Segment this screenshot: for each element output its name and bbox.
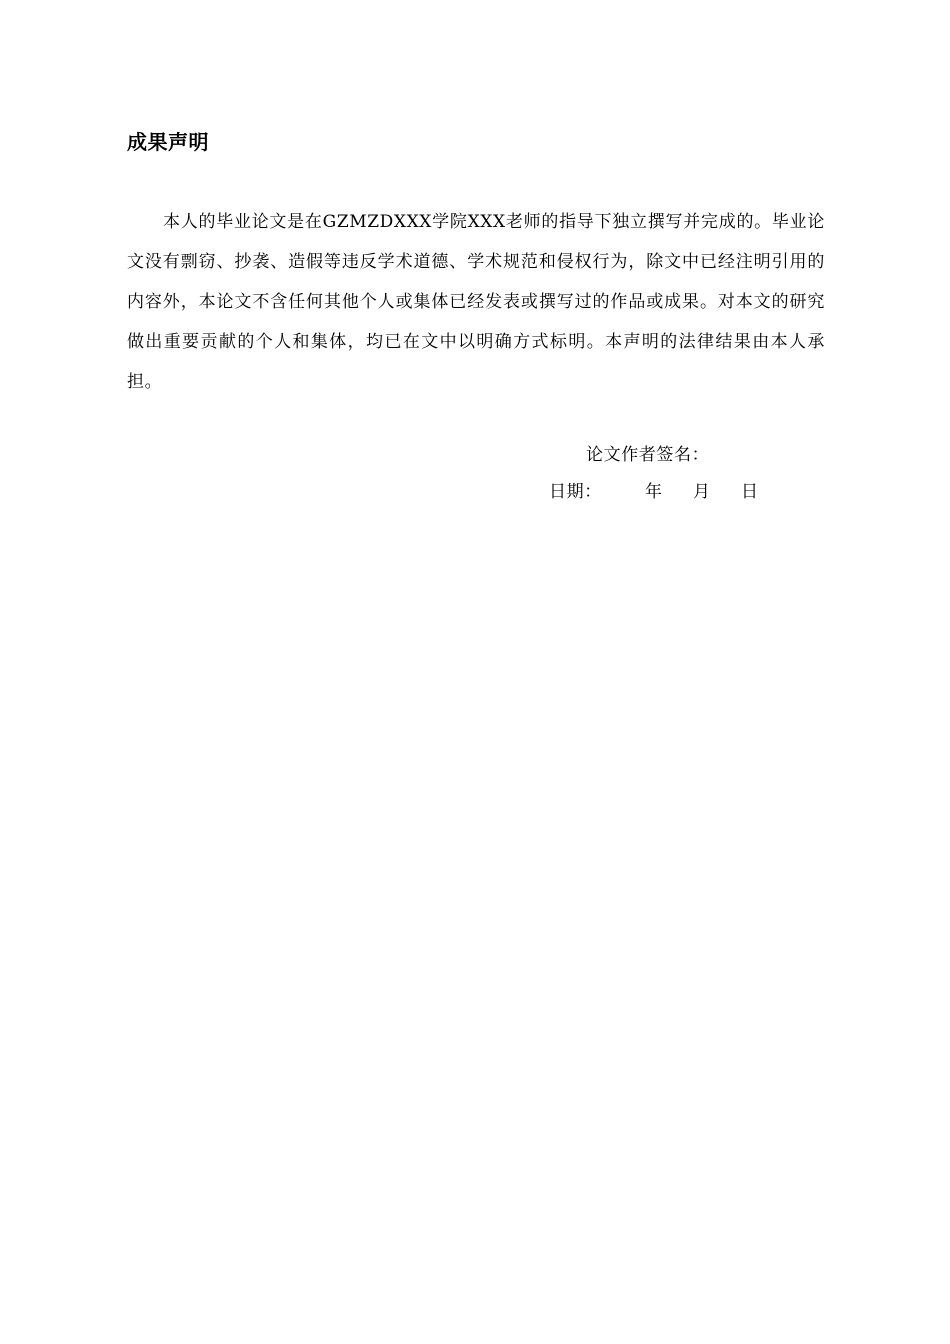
date-line bbox=[549, 478, 759, 506]
page-title: 成果声明 bbox=[127, 130, 209, 154]
date-label: 日期： bbox=[549, 482, 602, 502]
date-month-label: 月 bbox=[693, 482, 711, 502]
declaration-paragraph: 本人的毕业论文是在GZMZDXXX学院XXX老师的指导下独立撰写并完成的。毕业论文没有剽窃、抄袭、造假等违反学术道德、学术规范和侵权行为，除文中已经注明引用的内容外，本论文不含任何其他个人或集体已经发表或撰写过的作品或成果。对本文的研究做出重要贡献的个人和集体，均已在文中以明确方式标明。本声明的法律结果由本人承担。 bbox=[127, 212, 825, 392]
date-year-label: 年 bbox=[645, 482, 663, 502]
signature-label: 论文作者签名： bbox=[586, 445, 710, 465]
date-day-label: 日 bbox=[741, 482, 759, 502]
